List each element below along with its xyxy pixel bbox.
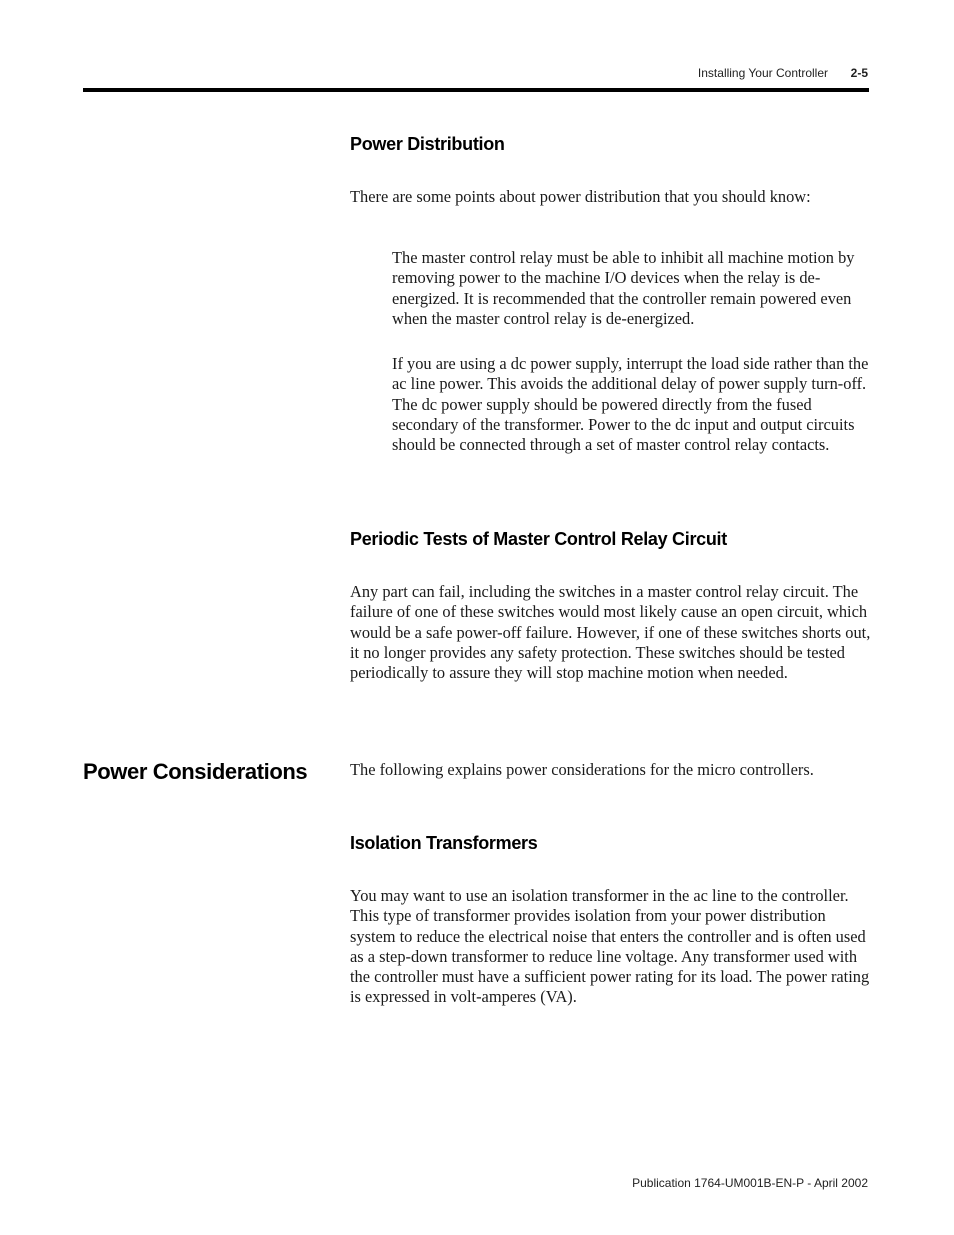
- power-distribution-item-2: If you are using a dc power supply, interrupt the load side rather than the ac line power. This avoids the additional delay of power supply turn-off. The dc power supply should be powered directly from the fused secondary of the transformer. Power to the dc input and output circuits should be connected through a set of master control relay contacts.: [392, 354, 869, 455]
- power-considerations-heading: Power Considerations: [83, 759, 308, 784]
- power-considerations-text: The following explains power considerations for the micro controllers.: [350, 760, 814, 779]
- page-number: 2-5: [850, 66, 868, 80]
- publication-footer: Publication 1764-UM001B-EN-P - April 2002: [632, 1176, 868, 1190]
- power-distribution-item-1: The master control relay must be able to inhibit all machine motion by removing power to the machine I/O devices when the relay is de-energized. It is recommended that the controller remain powered even when the master control relay is de-energized.: [392, 248, 855, 328]
- running-header-title: Installing Your Controller: [697, 66, 828, 80]
- periodic-tests-heading: Periodic Tests of Master Control Relay Circuit: [350, 529, 727, 549]
- isolation-transformers-text: You may want to use an isolation transformer in the ac line to the controller. This type of transformer provides isolation from your power distribution system to reduce the electrical noise that enters the controller and is often used as a step-down transformer to reduce line voltage. Any transformer used with the controller must have a sufficient power rating for its load. The power rating is expressed in volt-amperes (VA).: [350, 886, 870, 1007]
- power-distribution-heading: Power Distribution: [350, 134, 505, 154]
- header-rule: [83, 88, 869, 92]
- periodic-tests-text: Any part can fail, including the switches in a master control relay circuit. The failure of one of these switches would most likely cause an open circuit, which would be a safe power-off failure. However, if one of these switches shorts out, it no longer provides any safety protection. These switches should be tested periodically to assure they will stop machine motion when needed.: [350, 582, 871, 683]
- isolation-transformers-heading: Isolation Transformers: [350, 833, 538, 853]
- power-distribution-intro: There are some points about power distribution that you should know:: [350, 187, 811, 206]
